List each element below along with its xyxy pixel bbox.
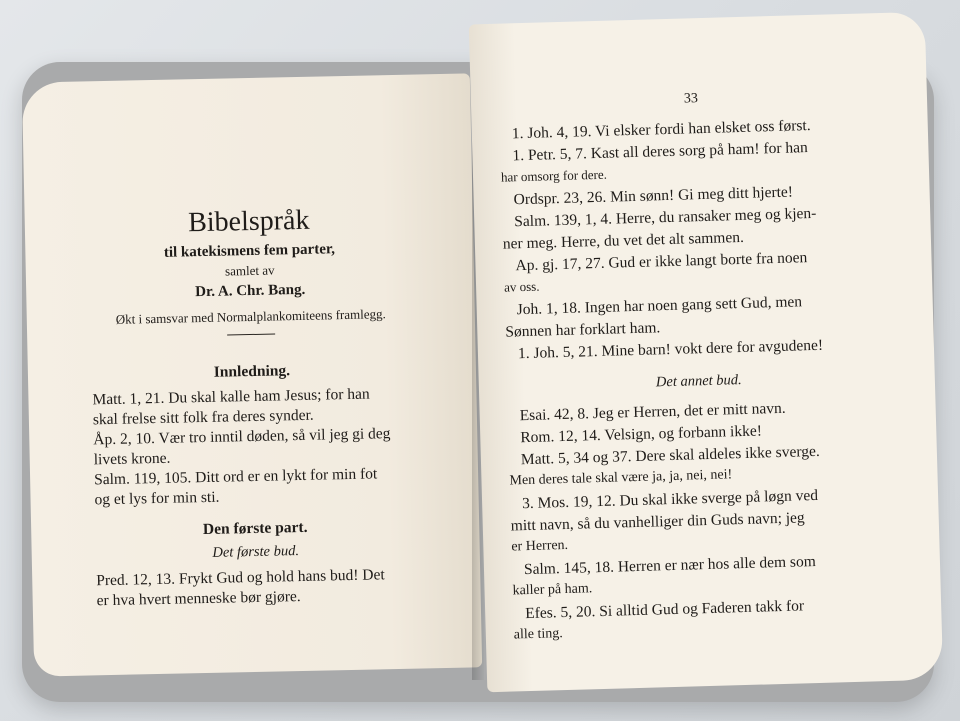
verse-line: livets krone. — [93, 449, 171, 469]
verse-line: Salm. 139, 1, 4. Herre, du ransaker meg og kjen- — [514, 204, 817, 231]
verse-line: Åp. 2, 10. Vær tro inntil døden, så vil jeg gi deg — [93, 425, 391, 449]
verse-line: og et lys for min sti. — [94, 488, 220, 509]
verse-line: Ordspr. 23, 26. Min sønn! Gi meg ditt hjerte! — [513, 183, 794, 209]
verse-line: 1. Joh. 4, 19. Vi elsker fordi han elsket oss først. — [511, 116, 811, 143]
verse-line: Salm. 119, 105. Ditt ord er en lykt for min fot — [93, 465, 378, 489]
verse-line: Sønnen har forklart ham. — [505, 319, 661, 341]
section-subheading-second-commandment: Det annet bud. — [655, 372, 742, 391]
verse-line: er Herren. — [511, 537, 569, 555]
verse-line: er hva hvert menneske bør gjøre. — [96, 588, 301, 610]
section-heading-introduction: Innledning. — [213, 362, 291, 381]
author-name: Dr. A. Chr. Bang. — [194, 281, 306, 301]
page-number: 33 — [683, 91, 699, 107]
book-subtitle: til katekismens fem parter, — [163, 241, 336, 261]
section-heading-first-part: Den første part. — [202, 518, 308, 539]
verse-line: har omsorg for dere. — [500, 166, 608, 185]
verse-line: mitt navn, så du vanhelliger din Guds navn; jeg — [510, 509, 805, 535]
section-subheading-first-commandment: Det første bud. — [212, 543, 300, 561]
verse-line: Rom. 12, 14. Velsign, og forbann ikke! — [520, 422, 763, 447]
verse-line: 3. Mos. 19, 12. Du skal ikke sverge på løgn ved — [521, 486, 819, 513]
verse-line: Joh. 1, 18. Ingen har noen gang sett Gud, men — [516, 293, 803, 319]
book-title: Bibelspråk — [187, 204, 310, 239]
verse-line: Pred. 12, 13. Frykt Gud og hold hans bud! Det — [96, 566, 385, 590]
verse-line: skal frelse sitt folk fra deres synder. — [92, 406, 314, 429]
divider-rule — [227, 334, 275, 336]
verse-line: Efes. 5, 20. Si alltid Gud og Faderen takk for — [524, 597, 805, 623]
verse-line: Salm. 145, 18. Herren er nær hos alle dem som — [523, 553, 816, 579]
verse-line: ner meg. Herre, du vet det alt sammen. — [502, 228, 745, 253]
verse-line: Matt. 1, 21. Du skal kalle ham Jesus; for han — [92, 385, 370, 409]
verse-line: av oss. — [503, 278, 540, 295]
collected-by: samlet av — [224, 262, 275, 279]
verse-line: Ap. gj. 17, 27. Gud er ikke langt borte fra noen — [515, 249, 808, 275]
verse-line: Esai. 42, 8. Jeg er Herren, det er mitt navn. — [519, 399, 786, 425]
verse-line: alle ting. — [513, 626, 564, 643]
verse-line: Men deres tale skal være ja, ja, nei, nei! — [509, 467, 733, 489]
verse-line: kaller på ham. — [512, 581, 593, 599]
verse-line: 1. Joh. 5, 21. Mine barn! vokt dere for avgudene! — [517, 336, 824, 363]
right-page — [469, 12, 943, 692]
verse-line: Matt. 5, 34 og 37. Dere skal aldeles ikke sverge. — [520, 442, 820, 469]
verse-line: 1. Petr. 5, 7. Kast all deres sorg på ham! for han — [512, 139, 809, 165]
edition-note: Økt i samsvar med Normalplankomiteens framlegg. — [115, 306, 386, 327]
left-page — [22, 73, 482, 676]
